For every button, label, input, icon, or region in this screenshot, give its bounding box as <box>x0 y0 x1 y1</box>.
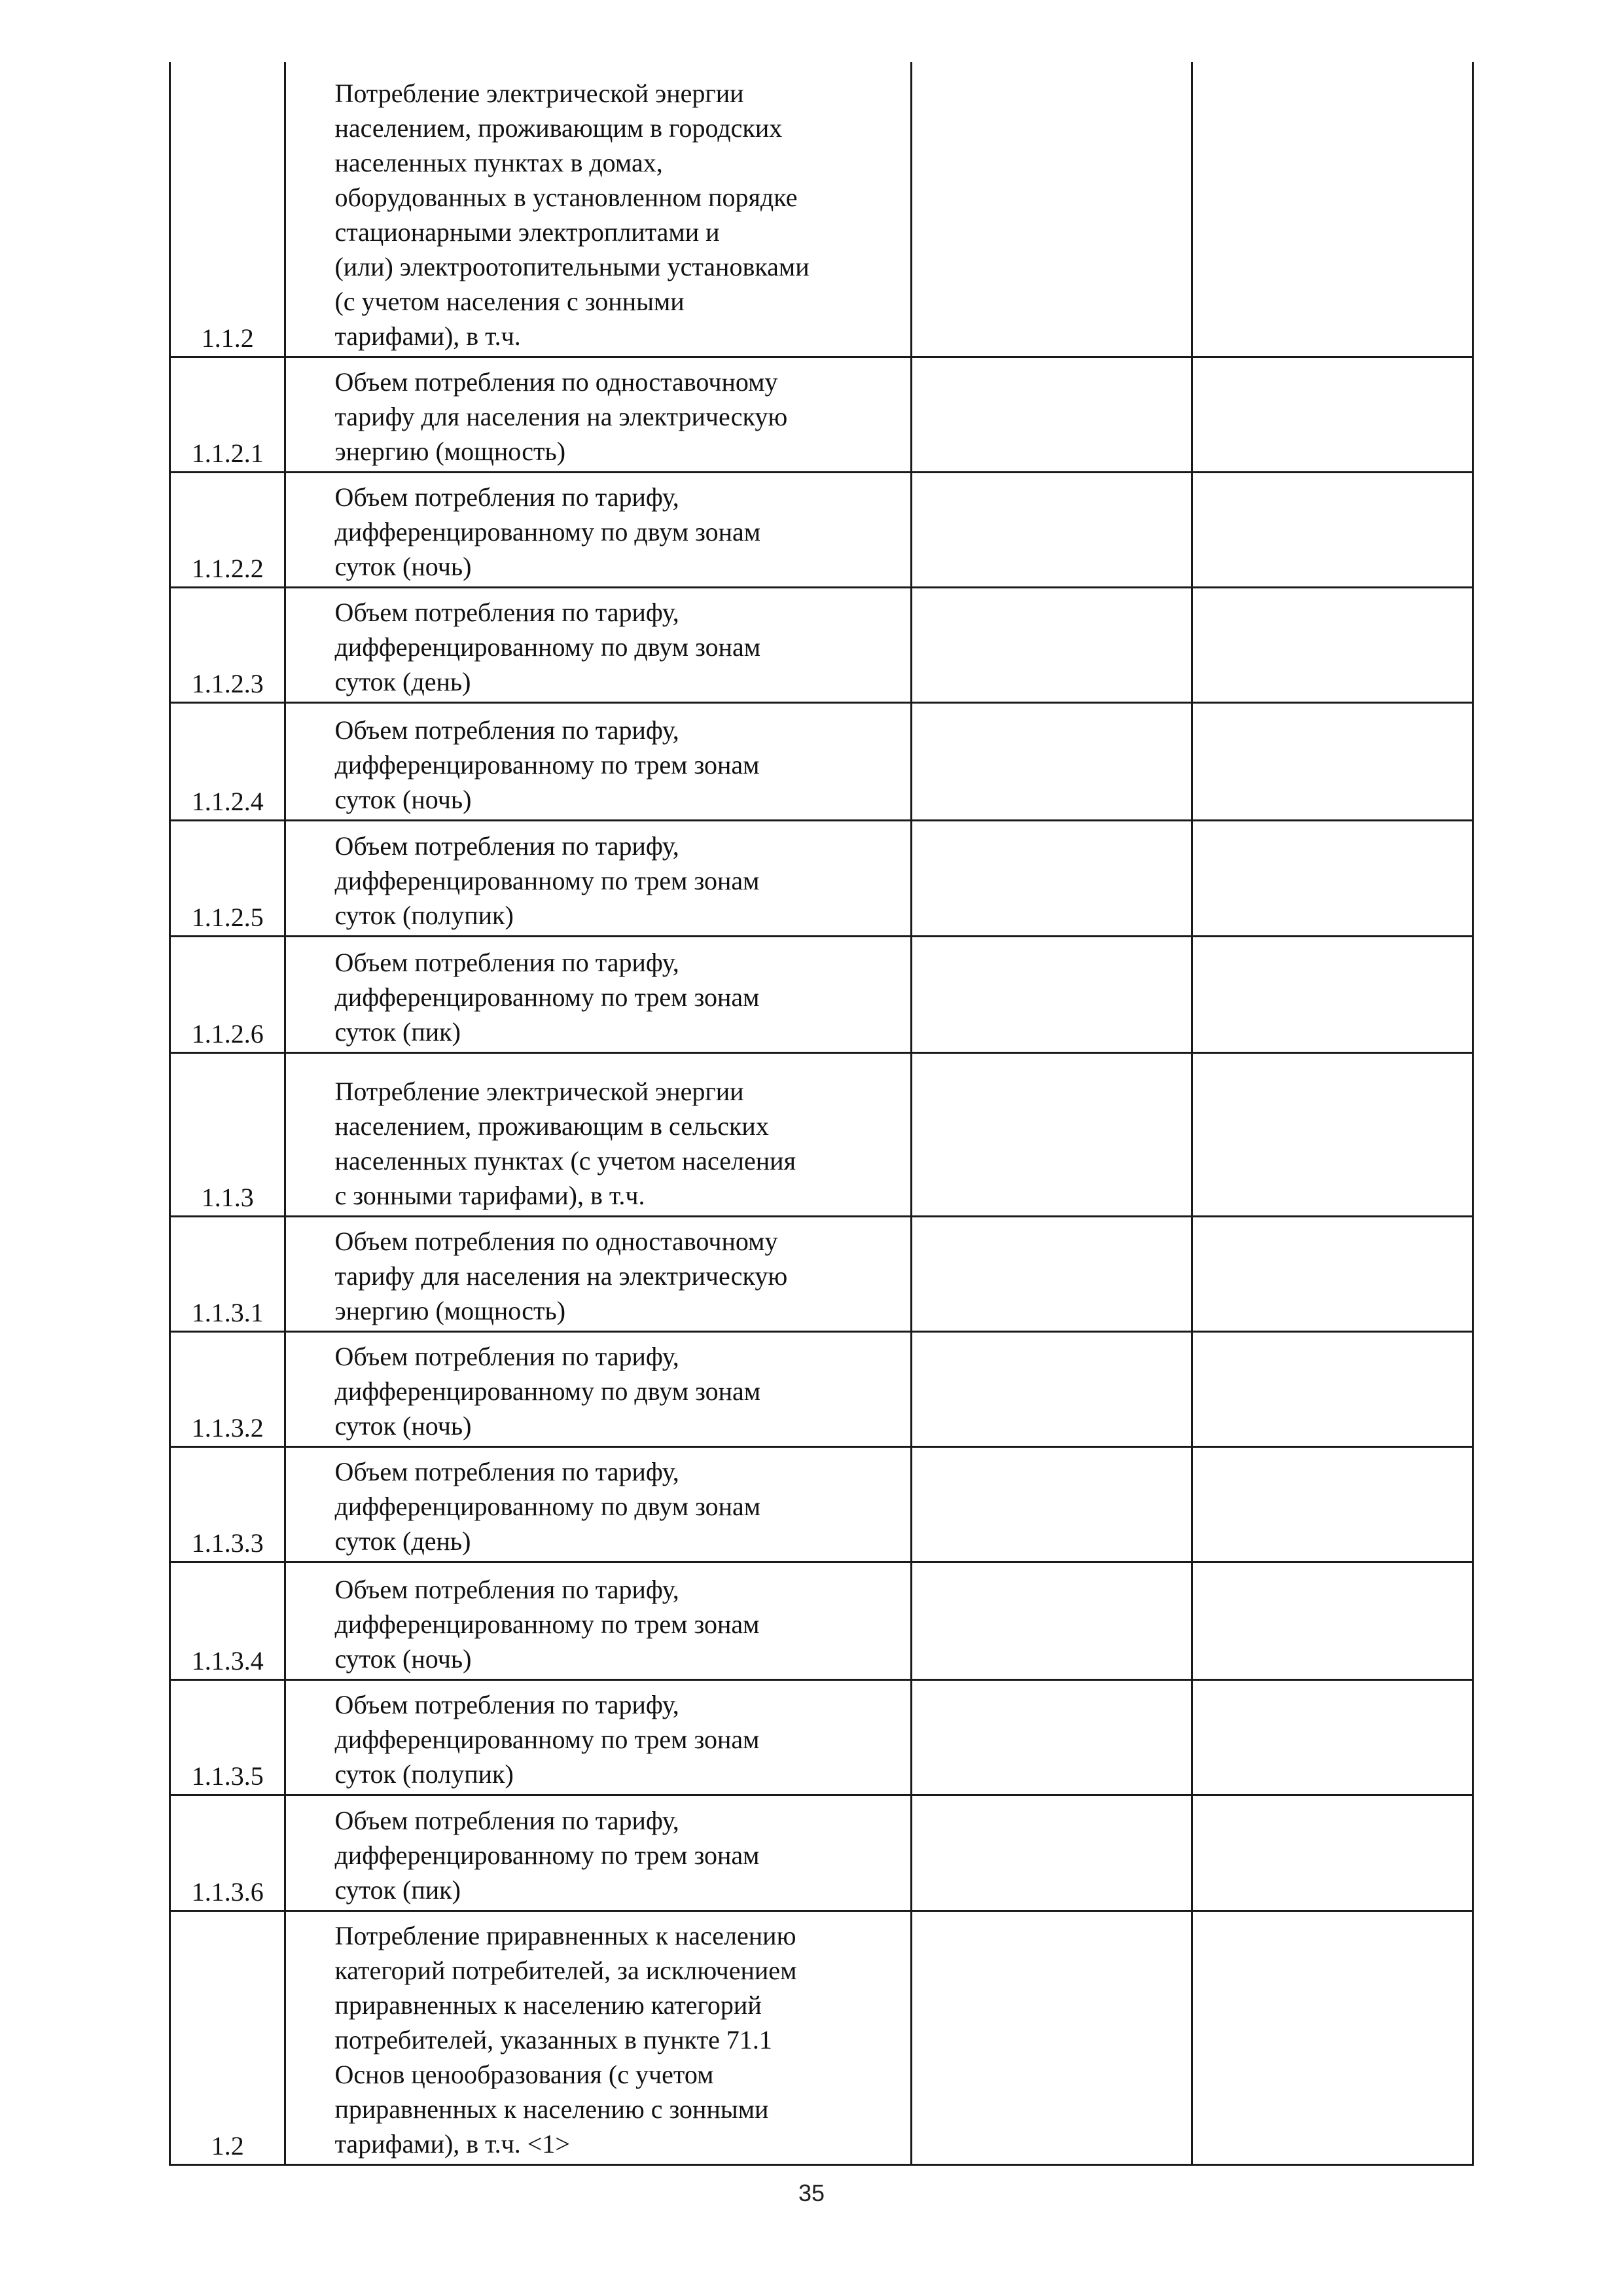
value-cell-1 <box>911 472 1192 587</box>
table-row <box>170 1216 1473 1331</box>
value-cell-1 <box>911 62 1192 357</box>
row-description-cell: Объем потребления по тарифу, дифференцированному по трем зонам суток (полупик) <box>285 820 911 936</box>
row-description-cell: Потребление приравненных к населению категорий потребителей, за исключением приравненных к населению категорий потребителей, указанных в пункте 71.1 Основ ценообразования (с учетом приравненных к населению с зонными тарифами), в т.ч. <1> <box>285 1910 911 2164</box>
row-description-cell: Объем потребления по тарифу, дифференцированному по трем зонам суток (полупик) <box>285 1679 911 1795</box>
value-cell-2 <box>1192 357 1472 472</box>
value-cell-1 <box>911 936 1192 1052</box>
value-cell-1 <box>911 1052 1192 1216</box>
row-number-cell: 1.1.2.1 <box>170 357 285 472</box>
row-number-cell: 1.1.2 <box>170 62 285 357</box>
value-cell-1 <box>911 702 1192 820</box>
value-cell-1 <box>911 1331 1192 1446</box>
value-cell-2 <box>1192 702 1472 820</box>
table-row <box>170 587 1473 702</box>
value-cell-2 <box>1192 1052 1472 1216</box>
value-cell-1 <box>911 587 1192 702</box>
value-cell-2 <box>1192 587 1472 702</box>
row-number-cell: 1.1.2.5 <box>170 820 285 936</box>
table-row <box>170 1446 1473 1562</box>
value-cell-1 <box>911 1216 1192 1331</box>
row-description-cell: Объем потребления по тарифу, дифференцированному по трем зонам суток (ночь) <box>285 702 911 820</box>
row-number-cell: 1.1.2.2 <box>170 472 285 587</box>
value-cell-1 <box>911 1679 1192 1795</box>
value-cell-2 <box>1192 936 1472 1052</box>
row-number-cell: 1.1.2.4 <box>170 702 285 820</box>
value-cell-1 <box>911 1562 1192 1679</box>
value-cell-2 <box>1192 472 1472 587</box>
row-number-cell: 1.1.3.4 <box>170 1562 285 1679</box>
table-row <box>170 702 1473 820</box>
row-number-cell: 1.2 <box>170 1910 285 2164</box>
value-cell-2 <box>1192 1562 1472 1679</box>
value-cell-2 <box>1192 1331 1472 1446</box>
table-row <box>170 1795 1473 1910</box>
row-description-cell: Объем потребления по тарифу, дифференцированному по двум зонам суток (день) <box>285 1446 911 1562</box>
table-row <box>170 1679 1473 1795</box>
row-description-cell: Объем потребления по тарифу, дифференцированному по трем зонам суток (пик) <box>285 1795 911 1910</box>
row-number-cell: 1.1.3.3 <box>170 1446 285 1562</box>
value-cell-1 <box>911 357 1192 472</box>
value-cell-2 <box>1192 1446 1472 1562</box>
row-number-cell: 1.1.3.6 <box>170 1795 285 1910</box>
value-cell-2 <box>1192 1216 1472 1331</box>
table-row <box>170 1562 1473 1679</box>
row-description-cell: Объем потребления по одноставочному тарифу для населения на электрическую энергию (мощность) <box>285 357 911 472</box>
value-cell-1 <box>911 1910 1192 2164</box>
row-number-cell: 1.1.3.1 <box>170 1216 285 1331</box>
row-description-cell: Объем потребления по тарифу, дифференцированному по двум зонам суток (ночь) <box>285 472 911 587</box>
value-cell-1 <box>911 1795 1192 1910</box>
row-description-cell: Объем потребления по тарифу, дифференцированному по трем зонам суток (пик) <box>285 936 911 1052</box>
tariff-volume-table <box>169 62 1474 2166</box>
row-description-cell: Потребление электрической энергии населением, проживающим в сельских населенных пунктах (с учетом населения с зонными тарифами), в т.ч. <box>285 1052 911 1216</box>
row-number-cell: 1.1.3.5 <box>170 1679 285 1795</box>
row-number-cell: 1.1.3.2 <box>170 1331 285 1446</box>
row-number-cell: 1.1.2.6 <box>170 936 285 1052</box>
value-cell-1 <box>911 1446 1192 1562</box>
value-cell-2 <box>1192 1679 1472 1795</box>
value-cell-2 <box>1192 62 1472 357</box>
value-cell-2 <box>1192 820 1472 936</box>
value-cell-2 <box>1192 1910 1472 2164</box>
row-description-cell: Объем потребления по тарифу, дифференцированному по трем зонам суток (ночь) <box>285 1562 911 1679</box>
table-row <box>170 820 1473 936</box>
row-description-cell: Объем потребления по одноставочному тарифу для населения на электрическую энергию (мощность) <box>285 1216 911 1331</box>
table-row <box>170 1052 1473 1216</box>
row-number-cell: 1.1.2.3 <box>170 587 285 702</box>
row-number-cell: 1.1.3 <box>170 1052 285 1216</box>
table-row <box>170 1910 1473 2164</box>
table-row <box>170 62 1473 357</box>
row-description-cell: Объем потребления по тарифу, дифференцированному по двум зонам суток (ночь) <box>285 1331 911 1446</box>
row-description-cell: Потребление электрической энергии населением, проживающим в городских населенных пунктах в домах, оборудованных в установленном порядке стационарными электроплитами и (или) электроотопительными установками (с учетом населения с зонными тарифами), в т.ч. <box>285 62 911 357</box>
row-description-cell: Объем потребления по тарифу, дифференцированному по двум зонам суток (день) <box>285 587 911 702</box>
table-row <box>170 357 1473 472</box>
table-row <box>170 936 1473 1052</box>
table-row <box>170 1331 1473 1446</box>
value-cell-1 <box>911 820 1192 936</box>
value-cell-2 <box>1192 1795 1472 1910</box>
table-row <box>170 472 1473 587</box>
page-number: 35 <box>798 2179 825 2206</box>
